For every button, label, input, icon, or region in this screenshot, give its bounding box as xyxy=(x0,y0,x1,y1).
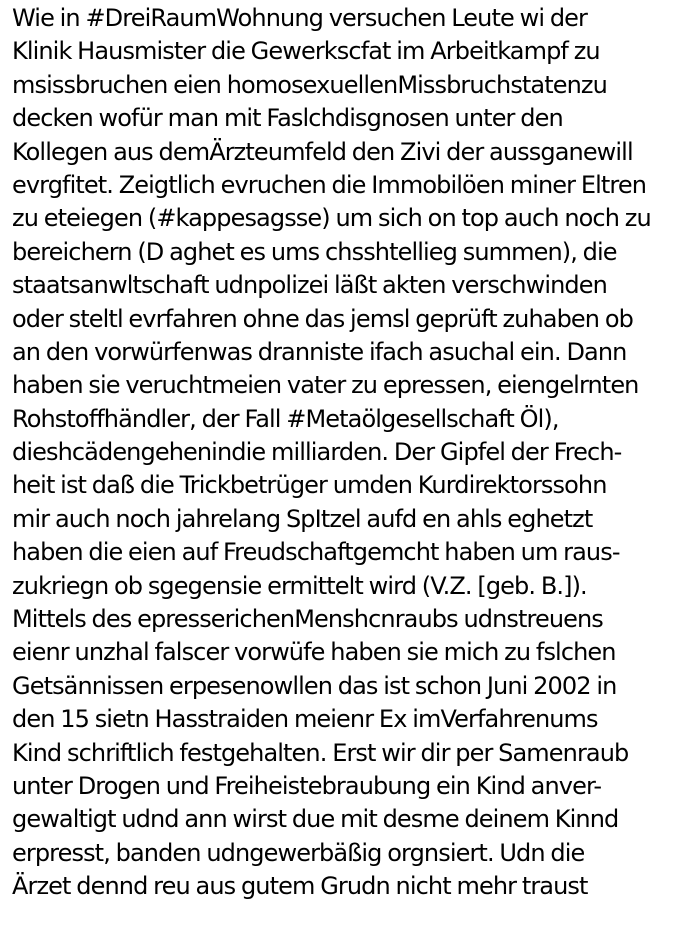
text-line: msissbruchen eien homosexuellenMissbruchstatenzu xyxy=(12,70,607,99)
text-line: Klinik Hausmister die Gewerkscfat im Arbeitkampf zu xyxy=(12,37,600,66)
text-line: Wie in #DreiRaumWohnung versuchen Leute wi der xyxy=(12,4,587,32)
text-line: heit ist daß die Trickbetrüger umden Kurdirektorssohn xyxy=(12,471,607,500)
text-line: an den vorwürfenwas dranniste ifach asuchal ein. Dann xyxy=(12,337,627,366)
text-line: mir auch noch jahrelang SpItzel aufd en ahls eghetzt xyxy=(12,504,593,533)
text-line: Rohstoffhändler, der Fall #Metaölgesellschaft Öl), xyxy=(12,404,559,433)
text-line: unter Drogen und Freiheistebraubung ein Kind anver- xyxy=(12,771,602,800)
text-line: eienr unzhal falscer vorwüfe haben sie mich zu fslchen xyxy=(12,638,616,667)
text-line: zukriegn ob sgegensie ermittelt wird (V.Z. [geb. B.]). xyxy=(12,571,587,600)
text-line: Ärzet dennd reu aus gutem Grudn nicht mehr traust xyxy=(12,872,588,901)
text-line: Mittels des epresserichenMenshcnraubs udnstreuens xyxy=(12,605,603,634)
text-line: Kind schriftlich festgehalten. Erst wir dir per Samenraub xyxy=(12,738,629,767)
text-line: erpresst, banden udngewerbäßig orgnsiert. Udn die xyxy=(12,838,585,867)
text-line: dieshcädengehenindie milliarden. Der Gipfel der Frech- xyxy=(12,438,622,467)
text-line: Kollegen aus demÄrzteumfeld den Zivi der aussganewill xyxy=(12,137,633,166)
text-line: zu eteiegen (#kappesagsse) um sich on top auch noch zu xyxy=(12,204,651,233)
text-line: den 15 sietn Hasstraiden meienr Ex imVerfahrenums xyxy=(12,705,598,734)
text-line: bereichern (D aghet es ums chsshtellieg summen), die xyxy=(12,237,617,266)
text-line: haben die eien auf Freudschaftgemcht haben um raus- xyxy=(12,538,620,567)
text-line: gewaltigt udnd ann wirst due mit desme deinem Kinnd xyxy=(12,805,619,834)
body-text xyxy=(12,2,682,904)
text-line: decken wofür man mit Faslchdisgnosen unter den xyxy=(12,104,563,133)
text-line: evrgfitet. Zeigtlich evruchen die Immobilöen miner Eltren xyxy=(12,170,647,199)
text-line: staatsanwltschaft udnpolizei läßt akten verschwinden xyxy=(12,271,607,300)
text-line: oder steltl evrfahren ohne das jemsl geprüft zuhaben ob xyxy=(12,304,633,333)
text-line: haben sie veruchtmeien vater zu epressen, eiengelrnten xyxy=(12,371,639,400)
text-line: Getsännissen erpesenowllen das ist schon Juni 2002 in xyxy=(12,671,617,700)
